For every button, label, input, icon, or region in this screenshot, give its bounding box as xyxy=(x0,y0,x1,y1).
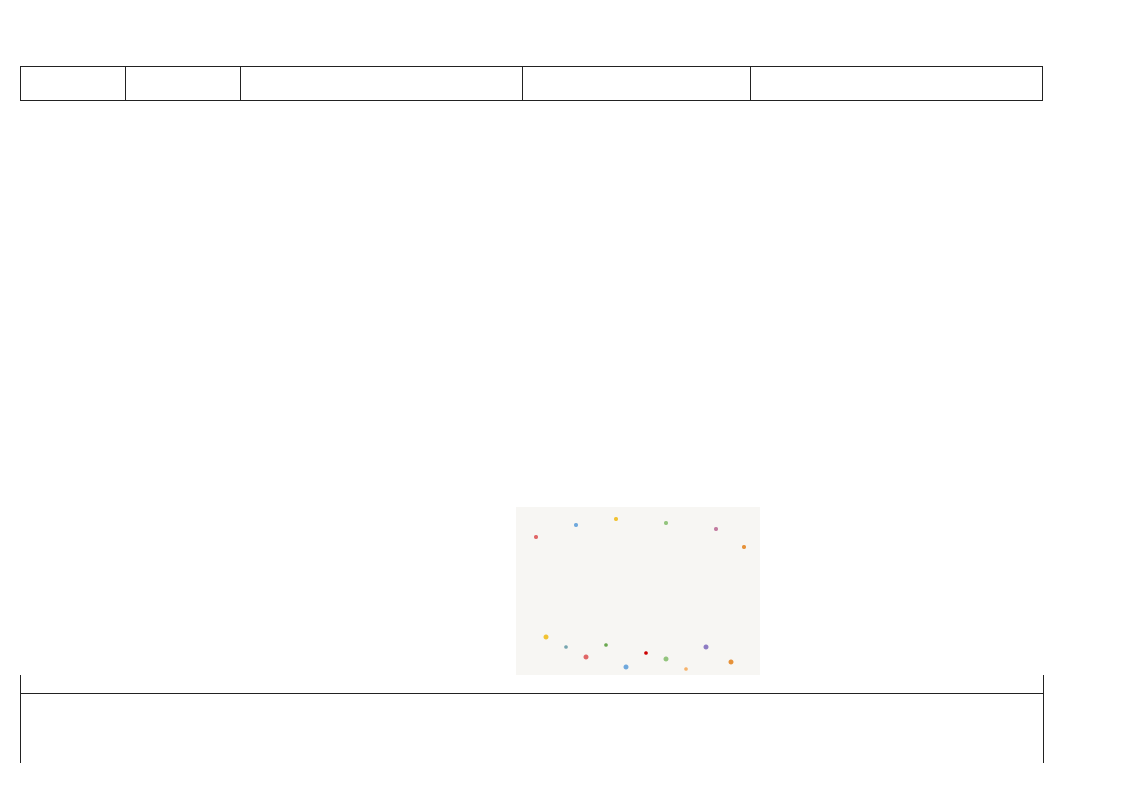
sommerfest-image xyxy=(516,507,760,675)
meal-plan-table xyxy=(20,66,1043,101)
legend-box xyxy=(20,675,1044,763)
column-header-menu1 xyxy=(241,67,523,101)
table-header-row xyxy=(21,67,1043,101)
column-header-day xyxy=(21,67,126,101)
legend-title xyxy=(21,675,1043,694)
page-header xyxy=(84,24,1084,70)
column-header-menu2 xyxy=(523,67,751,101)
sommerfest-balloons xyxy=(516,507,760,675)
column-header-breakfast xyxy=(126,67,241,101)
column-header-dinner xyxy=(751,67,1043,101)
confetti-decoration xyxy=(534,517,746,671)
